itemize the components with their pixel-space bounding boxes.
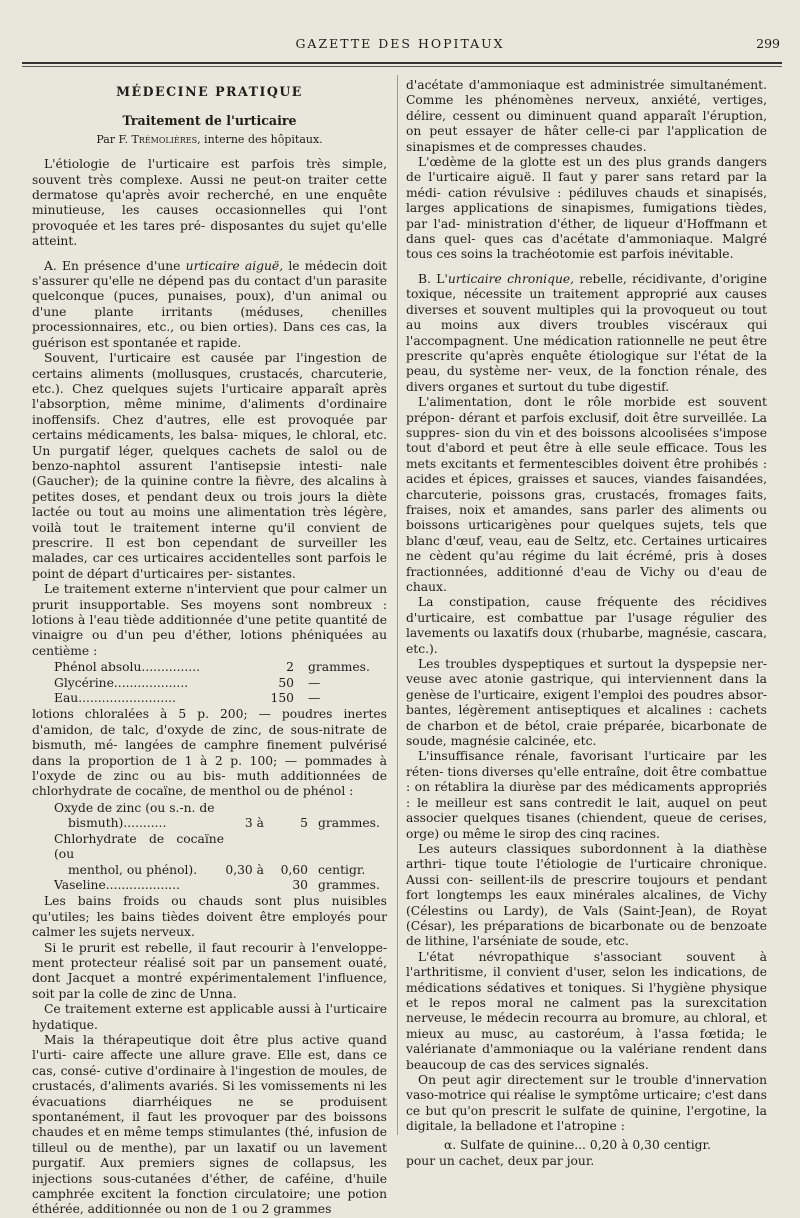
- prescription-line: α. Sulfate de quinine... 0,20 à 0,30 centigr.: [444, 1137, 711, 1152]
- paragraph: Souvent, l'urticaire est causée par l'ingestion de certains aliments (mollusques, crustacés, charcuterie, etc.). Chez quelques sujets l'urticaire apparaît après l'absorption, même minime, d'aliments d'ordinaire inoffensifs. Chez d'autres, elle est provoquée par certains médicaments, les balsa- miques, le chloral, etc. Un purgatif léger, quelques cachets de salol ou de benzo-naphtol assurent l'antisepsie intesti- nale (Gaucher); de la quinine contre la fièvre, des alcalins à petites doses, et pendant deux ou trois jours la diète lactée ou tout au moins une alimentation très légère, voilà tout le traitement interne qu'il convient de prescrire. Il est bon cependant de surveiller les malades, car ces urticaires accidentelles sont parfois le point de départ d'urticaires per- sistantes.: [32, 351, 387, 581]
- text-run: le médecin doit s'assurer qu'elle ne dépend pas du contact d'un parasite quelconque (puces, punaises, poux), d'un animal ou d'une plante irritants (méduses, chenilles processionnaires, etc., ou bien orties). Dans ces cas, la guérison est spontanée et rapide.: [32, 258, 387, 350]
- header-rule: [22, 62, 782, 64]
- formula-row: [54, 816, 387, 831]
- ingredient-unit: —: [308, 691, 321, 706]
- ingredient-qty: 2: [286, 660, 294, 675]
- ingredient-name: menthol, ou phénol).: [68, 862, 198, 877]
- paragraph: lotions chloralées à 5 p. 200; — poudres inertes d'amidon, de talc, d'oxyde de zinc, de sous-nitrate de bismuth, mé- langées de camphre finement pulvérisé dans la proportion de 1 à 2 p. 100; — pommades à l'oxyde de zinc ou au bis- muth additionnées de chlorhydrate de cocaïne, de menthol ou de phénol :: [32, 707, 387, 799]
- paragraph: L'état névropathique s'associant souvent à l'arthritisme, il convient d'user, selon les indications, de médications sédatives et toniques. Si l'hygiène physique et le repos moral ne calment pas la surexcitation nerveuse, le médecin recourra au bromure, au chloral, et mieux au musc, au castoréum, à l'assa fœtida; le valérianate d'ammoniaque ou la valériane rendent dans beaucoup de cas des services signalés.: [406, 949, 767, 1072]
- paragraph: L'insuffisance rénale, favorisant l'urticaire par les réten- tions diverses qu'elle entraîne, doit être combattue : on rétablira la diurèse par des médicaments appropriés : le meilleur est sans contredit le lait, auquel on peut associer quelques tisanes (chiendent, queue de cerises, orge) ou même le sirop des cinq racines.: [406, 749, 767, 841]
- ingredient-unit: grammes.: [308, 660, 370, 675]
- ingredient-qty-min: [224, 878, 264, 893]
- paragraph: Ce traitement externe est applicable aussi à l'urticaire hydatique.: [32, 1002, 387, 1032]
- byline-prefix: Par F.: [96, 132, 128, 146]
- article-title: Traitement de l'urticaire: [122, 113, 297, 129]
- byline-suffix: , interne des hôpitaux.: [197, 132, 323, 146]
- text-run: rebelle, récidivante, d'origine toxique, nécessite un traitement approprié aux causes diverses et souvent multiples qui la provoqueut ou tout au moins aux divers troubles viscéraux qui l'accompagnent. Une médication rationnelle ne peut être prescrite qu'après enquête étiologique sur l'état de la peau, du système ner- veux, de la fonction rénale, des divers organes et surtout du tube digestif.: [406, 271, 767, 394]
- ingredient-name: Vaseline...................: [54, 877, 181, 892]
- paragraph: Les auteurs classiques subordonnent à la diathèse arthri- tique toute l'étiologie de l'urticaire chronique. Aussi con- seillent-ils de prescrire toujours et pendant fort longtemps les eaux minérales alcalines, de Vichy (Célestins ou Lardy), de Vals (Saint-Jean), de Royat (César), les préparations de bicarbonate ou de benzoate de lithine, l'arséniate de soude, etc.: [406, 841, 767, 949]
- ingredient-qty-min: 3 à: [244, 816, 264, 831]
- ingredient-unit: grammes.: [318, 816, 380, 831]
- paragraph: On peut agir directement sur le trouble d'innervation vaso-motrice qui réalise le symptôme urticaire; c'est dans ce but qu'on prescrit le sulfate de quinine, l'ergotine, la digitale, la belladone et l'atropine :: [406, 1073, 767, 1134]
- section-heading: MÉDECINE PRATIQUE: [116, 84, 303, 99]
- ingredient-name: Phénol absolu...............: [54, 660, 201, 675]
- ingredient-qty-max: 5: [300, 816, 308, 831]
- ingredient-qty-max: 30: [292, 877, 308, 892]
- ingredient-qty: 150: [270, 691, 294, 706]
- ingredient-name: Glycérine...................: [54, 675, 189, 690]
- page-number: 299: [756, 36, 780, 51]
- paragraph: pour un cachet, deux par jour.: [406, 1154, 595, 1169]
- ingredient-unit: centigr.: [318, 862, 366, 877]
- ingredient-unit: grammes.: [318, 877, 380, 892]
- ingredient-name: bismuth)...........: [68, 816, 167, 831]
- paragraph: La constipation, cause fréquente des récidives d'urticaire, est combattue par l'usage régulier des lavements ou laxatifs doux (rhubarbe, magnésie, cascara, etc.).: [406, 595, 767, 656]
- text-run: B. L': [418, 271, 448, 286]
- paragraph: L'alimentation, dont le rôle morbide est souvent prépon- dérant et parfois exclusif, doit être surveillée. La suppres- sion du vin et des boissons alcoolisées s'impose tout d'abord et peut être à elle seule efficace. Tous les mets excitants et fermentescibles doivent être prohibés : acides et épices, graisses et sauces, viandes faisandées, charcuterie, poissons gras, crustacés, fromages faits, fraises, noix et amandes, sans parler des aliments ou boissons urticarigènes pour quelques sujets, tels que blanc d'œuf, veau, eau de Seltz, etc. Certaines urticaires ne cèdent qu'au régime du lait écrémé, pris à doses fractionnées, additionné d'eau de Vichy ou d'eau de chaux.: [406, 395, 767, 594]
- paragraph: Le traitement externe n'intervient que pour calmer un prurit insupportable. Ses moyens sont nombreux : lotions à l'eau tiède additionnée d'une petite quantité de vinaigre ou d'un peu d'éther, lotions phéniquées au centième :: [32, 582, 387, 658]
- formula-row: [54, 801, 387, 816]
- text-run: A. En présence d'une: [44, 258, 186, 273]
- formula-phenol-lotion: [54, 660, 387, 706]
- column-divider: [397, 75, 398, 1135]
- formula-row: [54, 863, 387, 878]
- emphasis-term: urticaire aiguë,: [185, 258, 284, 273]
- formula-row: [54, 878, 387, 893]
- running-header: GAZETTE DES HOPITAUX: [295, 36, 505, 51]
- paragraph: L'étiologie de l'urticaire est parfois très simple, souvent très complexe. Aussi ne peut-on traiter cette dermatose qu'après avoir recherché, en une enquête minutieuse, les causes occasionnelles qui l'ont provoquée et les tares pré- disposantes du sujet qu'elle atteint.: [32, 157, 387, 249]
- header-rule-thin: [22, 66, 782, 67]
- paragraph: Les bains froids ou chauds sont plus nuisibles qu'utiles; les bains tièdes doivent être employés pour calmer les sujets nerveux.: [32, 894, 387, 940]
- formula-row: [54, 691, 387, 706]
- emphasis-term: urticaire chronique,: [447, 271, 575, 286]
- byline: [32, 132, 387, 147]
- ingredient-qty-min: 0,30 à: [225, 862, 264, 877]
- ingredient-qty: 50: [278, 675, 294, 690]
- ingredient-name: Eau.........................: [54, 691, 176, 706]
- paragraph: Si le prurit est rebelle, il faut recourir à l'enveloppe- ment protecteur réalisé soit par un pansement ouaté, dont Jacquet a montré expérimentalement l'influence, soit par la colle de zinc de Unna.: [32, 940, 387, 1001]
- formula-row: [54, 660, 387, 675]
- byline-author: Trémolières: [131, 132, 198, 146]
- right-column: [406, 78, 767, 1169]
- paragraph: [32, 259, 387, 351]
- paragraph: [406, 272, 767, 395]
- ingredient-name: Chlorhydrate de cocaïne (ou: [54, 831, 224, 862]
- ingredient-unit: —: [308, 675, 321, 690]
- paragraph: Les troubles dyspeptiques et surtout la dyspepsie ner- veuse avec atonie gastrique, qui interviennent dans la genèse de l'urticaire, exigent l'emploi des poudres absor- bantes, légèrement antiseptiques et alcalines : cachets de charbon et de bétol, craie préparée, bicarbonate de soude, magnésie calcinée, etc.: [406, 657, 767, 749]
- left-column: [32, 78, 387, 1218]
- paragraph: d'acétate d'ammoniaque est administrée simultanément. Comme les phénomènes nerveux, anxiété, vertiges, délire, cessent ou diminuent quand apparaît l'éruption, on peut essayer de hâter celle-ci par l'application de sinapismes et de compresses chaudes.: [406, 78, 767, 154]
- formula-row: [54, 832, 387, 863]
- ingredient-qty-max: 0,60: [280, 862, 308, 877]
- paragraph: Mais la thérapeutique doit être plus active quand l'urti- caire affecte une allure grave. Elle est, dans ce cas, consé- cutive d'ordinaire à l'ingestion de moules, de crustacés, d'aliments avariés. Si les vomissements ni les évacuations diarrhéiques ne se produisent spontanément, il faut les provoquer par des boissons chaudes et en même temps stimulantes (thé, infusion de tilleul ou de menthe), par un laxatif ou un lavement purgatif. Aux premiers signes de collapsus, les injections sous-cutanées d'éther, de caféine, d'huile camphrée excitent la fonction circulatoire; une potion éthérée, additionnée ou non de 1 ou 2 grammes: [32, 1032, 387, 1217]
- ingredient-name: Oxyde de zinc (ou s.-n. de: [54, 800, 215, 815]
- paragraph: L'œdème de la glotte est un des plus grands dangers de l'urticaire aiguë. Il faut y parer sans retard par la médi- cation révulsive : pédiluves chauds et sinapisés, larges applications de sinapismes, fumigations tièdes, par l'ad- ministration d'éther, de liqueur d'Hoffmann et dans quel- ques cas d'acétate d'ammoniaque. Malgré tous ces soins la trachéotomie est parfois inévitable.: [406, 155, 767, 262]
- formula-zinc-pomade: [54, 801, 387, 893]
- formula-row: [54, 676, 387, 691]
